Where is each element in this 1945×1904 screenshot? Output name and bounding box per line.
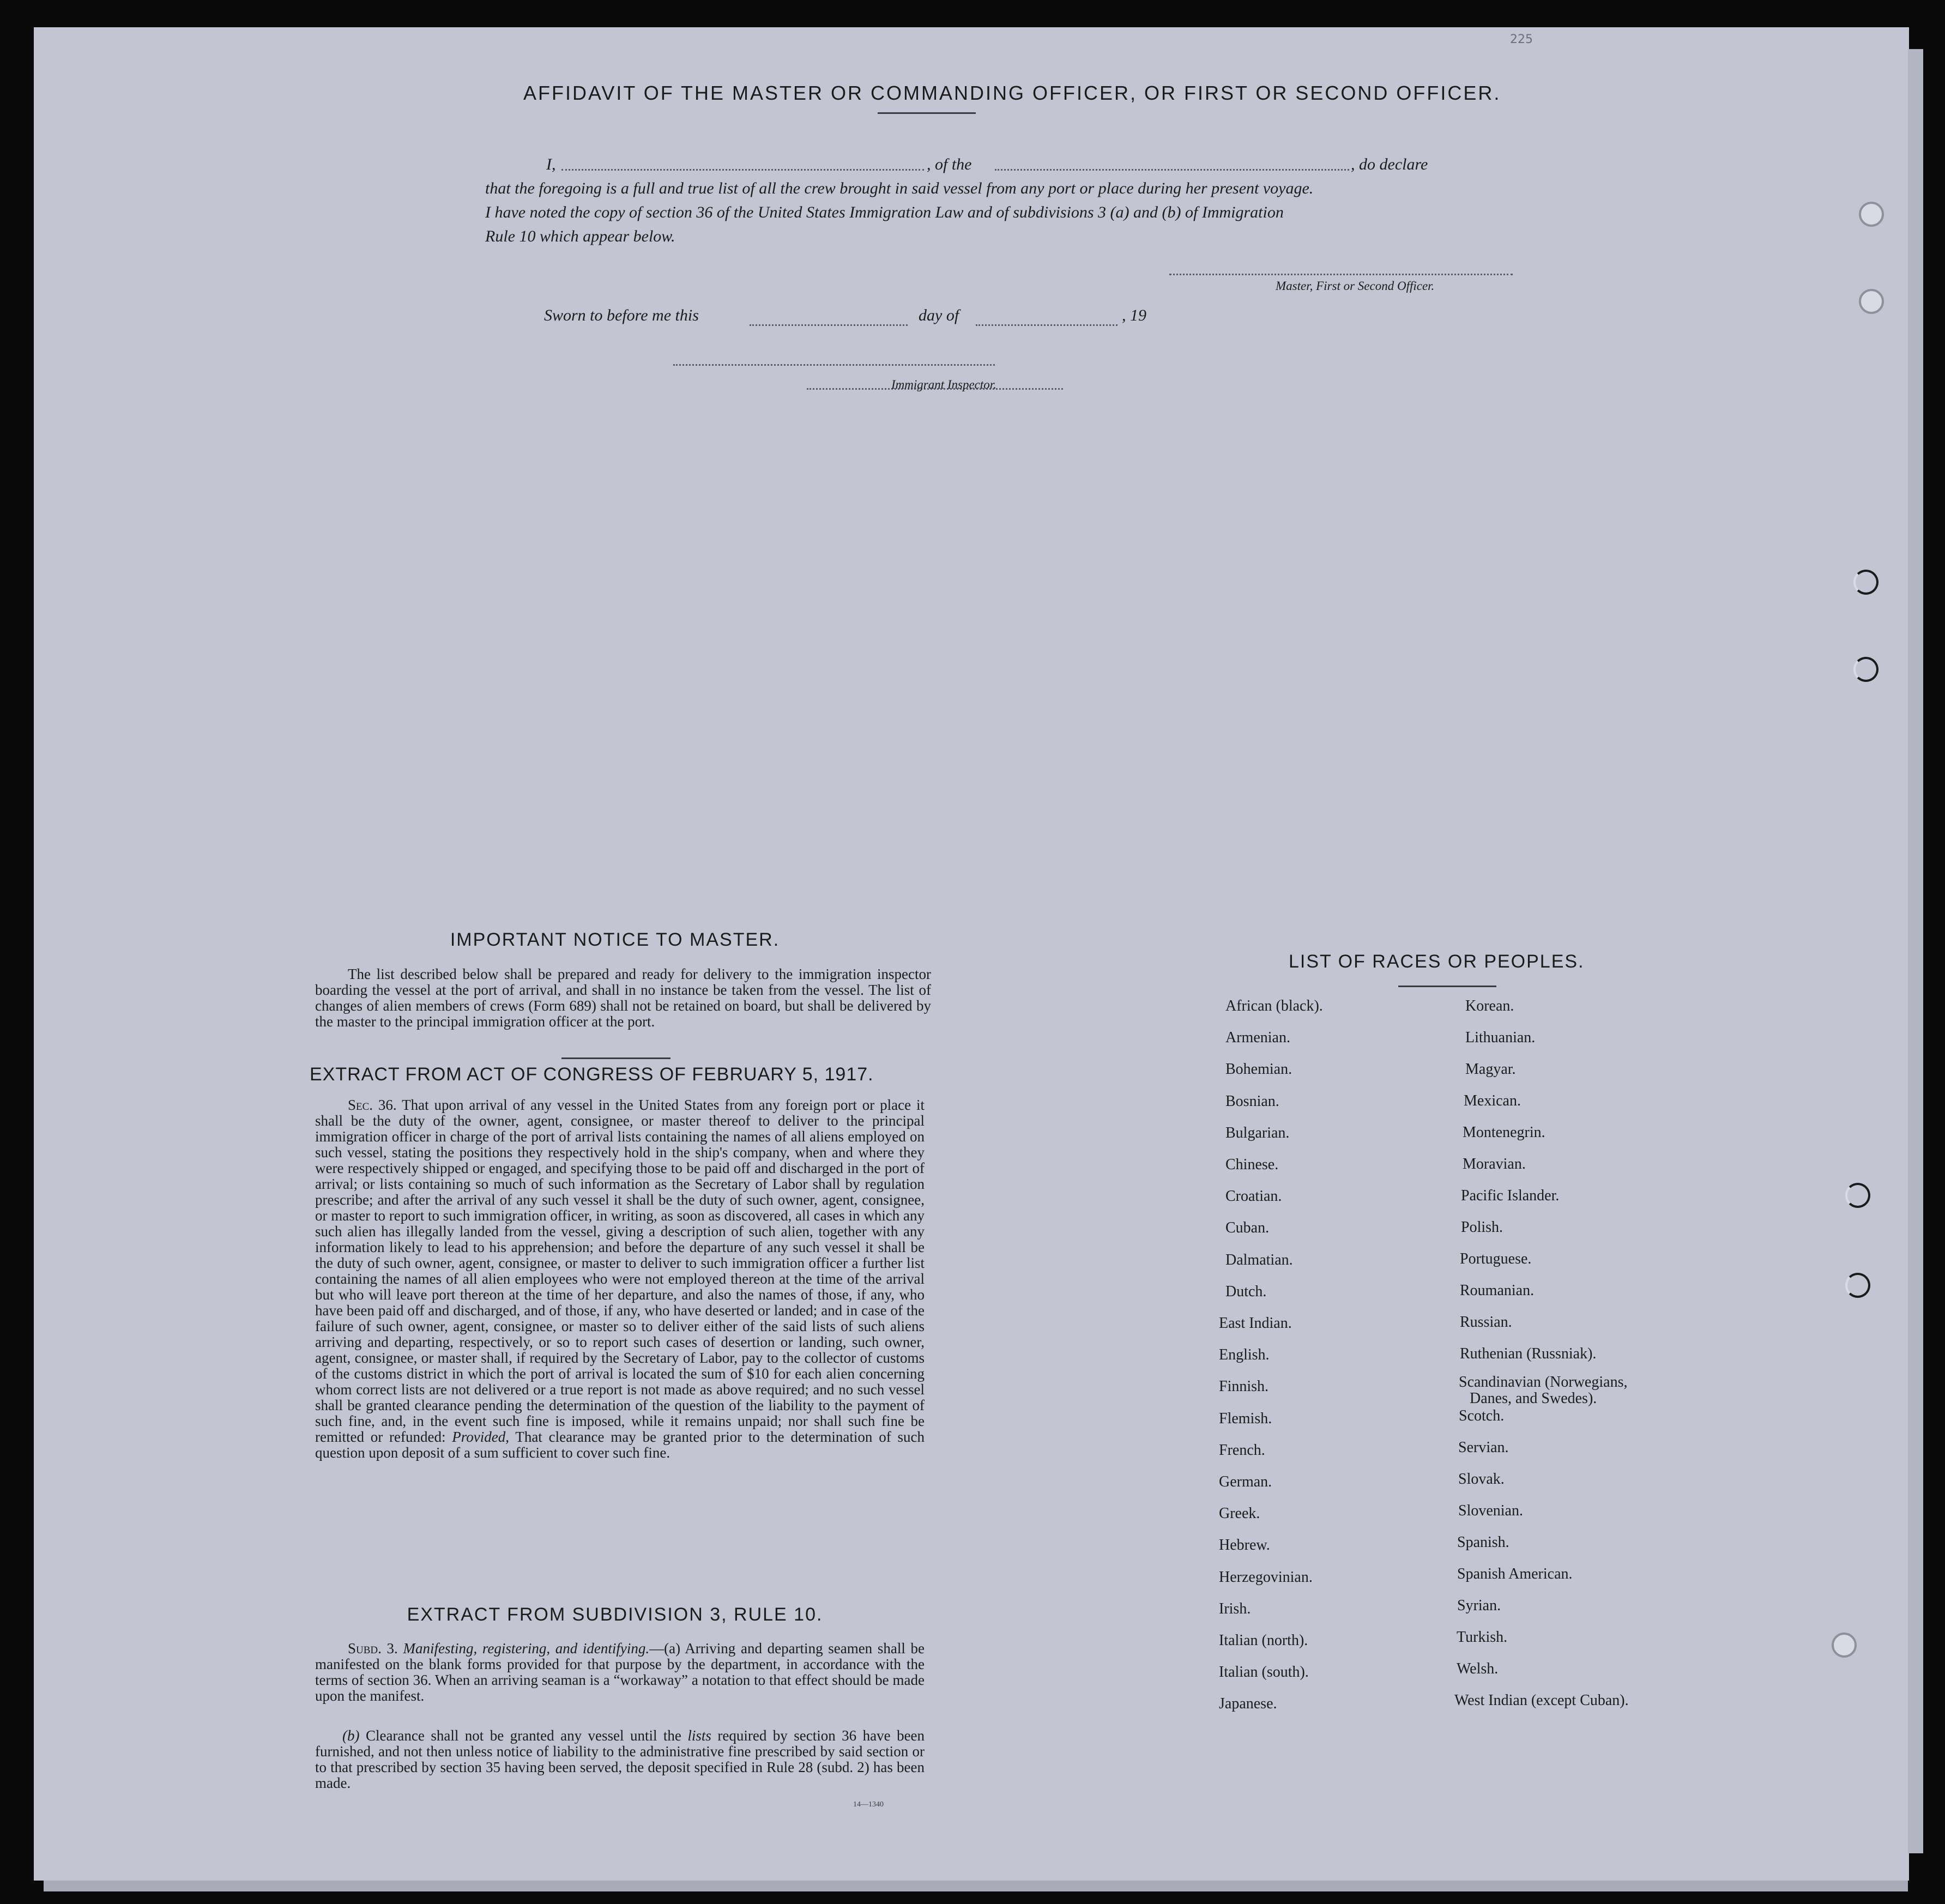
punch-hole: [1859, 289, 1884, 314]
race-item: Ruthenian (Russniak).: [1460, 1345, 1597, 1362]
divider: [561, 1057, 671, 1059]
rule-subdivision-a: [315, 1641, 925, 1704]
vessel-name-field: [995, 158, 1349, 171]
punch-hole: [1845, 1273, 1870, 1298]
part-b-lists: lists: [687, 1727, 711, 1744]
sworn-text: Sworn to before me this: [544, 306, 699, 324]
races-title: LIST OF RACES OR PEOPLES.: [1289, 951, 1585, 972]
race-item: Slovenian.: [1458, 1502, 1523, 1519]
race-item: Danes, and Swedes).: [1470, 1390, 1597, 1407]
race-item: Japanese.: [1219, 1695, 1277, 1713]
race-item: Armenian.: [1225, 1029, 1290, 1047]
race-item: English.: [1219, 1346, 1270, 1364]
race-item: Finnish.: [1219, 1378, 1269, 1395]
race-item: Dutch.: [1225, 1283, 1267, 1300]
race-item: Montenegrin.: [1463, 1124, 1545, 1141]
sworn-year: , 19: [1122, 306, 1146, 324]
affidavit-i: I,: [546, 155, 556, 173]
race-item: Herzegovinian.: [1219, 1568, 1313, 1586]
section-body-end: That clearance may be granted prior to the determination of such question upon deposit of a sum sufficient to cover such fine.: [315, 1429, 925, 1461]
race-item: Moravian.: [1463, 1156, 1526, 1172]
race-item: Bosnian.: [1225, 1092, 1279, 1110]
race-item: Greek.: [1219, 1505, 1260, 1522]
punch-hole: [1853, 657, 1878, 682]
race-item: Polish.: [1461, 1219, 1503, 1236]
document-page: [34, 27, 1909, 1881]
race-item: Italian (south).: [1219, 1664, 1309, 1681]
subd-label: Subd. 3.: [348, 1640, 398, 1657]
race-item: Irish.: [1219, 1600, 1251, 1617]
race-item: Hebrew.: [1219, 1537, 1270, 1554]
race-item: Syrian.: [1457, 1597, 1501, 1614]
race-item: Cuban.: [1225, 1219, 1270, 1237]
notice-body: The list described below shall be prepared and ready for delivery to the immigration inspector boarding the vessel at the port of arrival, and shall in no instance be taken from the vessel. The list of changes of alien members of crews (Form 689) shall not be retained on board, but shall be delivered by the master to the principal immigration officer at the port.: [315, 966, 931, 1030]
race-item: Spanish American.: [1457, 1565, 1573, 1582]
race-item: Slovak.: [1458, 1471, 1505, 1488]
page-edge-bottom: [44, 1881, 1908, 1891]
affidavit-line-2: that the foregoing is a full and true list of all the crew brought in said vessel from any port or place during her present voyage.: [485, 179, 1314, 197]
race-item: Croatian.: [1225, 1188, 1282, 1205]
race-item: West Indian (except Cuban).: [1454, 1692, 1629, 1709]
race-item: Pacific Islander.: [1461, 1187, 1560, 1204]
race-item: Mexican.: [1464, 1092, 1521, 1109]
race-item: Servian.: [1458, 1439, 1509, 1456]
race-item: Magyar.: [1465, 1061, 1516, 1078]
race-item: African (black).: [1225, 998, 1323, 1014]
punch-hole: [1859, 202, 1884, 227]
affidavit-line-3: I have noted the copy of section 36 of the United States Immigration Law and of subdivisions 3 (a) and (b) of Immigration: [485, 203, 1284, 221]
inspector-label: Immigrant Inspector.: [891, 378, 996, 391]
divider: [1398, 986, 1496, 987]
section-body: That upon arrival of any vessel in the United States from any foreign port or place it shall be the duty of the owner, agent, consignee, or master thereof to deliver to the principal immigration officer in charge of the port of arrival lists containing the names of all aliens employed on such vessel, stating the positions they respectively hold in the ship's company, when and where they were respectively shipped or engaged, and specifying those to be paid off and discharged in the port of arrival; or lists containing so much of such information as the Secretary of Labor shall by regulation prescribe; and after the arrival of any such vessel it shall be the duty of such owner, agent, consignee, or master to report to such immigration officer, in writing, as soon as discovered, all cases in which any such alien has illegally landed from the vessel, giving a description of such alien, together with any information likely to lead to his apprehension; and before the departure of any such vessel it shall be the duty of such owner, agent, consignee, or master to deliver to such immigration officer a further list containing the names of all alien employees who were not employed thereon at the time of the arrival but who will leave port thereon at the time of her departure, and also the names of those, if any, who have been paid off and discharged, and of those, if any, who have deserted or landed; and in case of the failure of such owner, agent, consignee, or master so to deliver either of the said lists of such aliens arriving and departing, respectively, or so to report such cases of desertion or landing, such owner, agent, consignee, or master shall, if required by the Secretary of Labor, pay to the collector of customs of the customs district in which the port of arrival is located the sum of $10 for each alien concerning whom correct lists are not delivered or a true report is not made as above required; and no such vessel shall be granted clearance pending the determination of the question of the liability to the payment of such fine, and, in the event such fine is imposed, while it remains unpaid; nor shall such fine be remitted or refunded:: [315, 1097, 925, 1445]
race-item: Roumanian.: [1460, 1282, 1535, 1299]
race-item: Bulgarian.: [1225, 1124, 1290, 1141]
race-item: Flemish.: [1219, 1410, 1272, 1427]
signature-label: Master, First or Second Officer.: [1276, 279, 1435, 293]
sworn-month-field: [976, 324, 1118, 326]
page-edge: [1908, 49, 1923, 1853]
affidavit-line-4: Rule 10 which appear below.: [485, 227, 675, 245]
affidavit-declaration: [485, 153, 1515, 249]
provided-keyword: Provided,: [452, 1429, 510, 1445]
race-item: Spanish.: [1457, 1534, 1509, 1551]
punch-hole: [1853, 570, 1878, 595]
subd-part-a: —(a) Arriving and departing seamen shall be manifested on the blank forms provided for that purpose by the department, in accordance with the terms of section 36. When an arriving seaman is a “workaway” a notation to that effect should be made upon the manifest.: [315, 1640, 925, 1704]
inspector-signature-line: [673, 364, 995, 366]
race-item: Italian (north).: [1219, 1632, 1308, 1649]
affidavit-do-declare: , do declare: [1351, 155, 1428, 173]
punch-hole: [1832, 1633, 1857, 1658]
affidavit-of-the: , of the: [927, 155, 972, 173]
race-item: Korean.: [1465, 998, 1514, 1014]
race-item: Portuguese.: [1460, 1250, 1532, 1267]
rule-title: EXTRACT FROM SUBDIVISION 3, RULE 10.: [407, 1604, 823, 1625]
race-item: Dalmatian.: [1225, 1251, 1293, 1268]
print-code: 14—1340: [853, 1800, 884, 1809]
race-item: German.: [1219, 1473, 1272, 1490]
master-name-field: [561, 158, 924, 171]
part-b-text: Clearance shall not be granted any vessel until the: [365, 1727, 681, 1744]
sworn-day-field: [750, 324, 908, 326]
subd-heading: Manifesting, registering, and identifying.: [403, 1640, 650, 1657]
race-item: East Indian.: [1219, 1315, 1292, 1332]
race-item: Bohemian.: [1225, 1061, 1292, 1078]
race-item: Lithuanian.: [1465, 1029, 1536, 1046]
notice-title: IMPORTANT NOTICE TO MASTER.: [450, 929, 780, 950]
divider: [878, 112, 976, 114]
punch-hole: [1845, 1183, 1870, 1208]
part-b-label: (b): [342, 1727, 360, 1744]
race-item: French.: [1219, 1441, 1265, 1459]
rule-subdivision-b: [315, 1728, 925, 1791]
part-b-text-2: required by section 36 have been furnished, and not then unless notice of liability to the administrative fine prescribed by said section or to that prescribed by section 35 having been served, the deposit specified in Rule 28 (subd. 2) has been made.: [315, 1727, 925, 1791]
race-item: Chinese.: [1225, 1156, 1279, 1173]
section-label: Sec. 36.: [348, 1097, 397, 1113]
race-item: Turkish.: [1457, 1629, 1508, 1646]
act-title: EXTRACT FROM ACT OF CONGRESS OF FEBRUARY 5, 1917.: [310, 1064, 874, 1085]
signature-line: [1169, 274, 1513, 275]
day-of-text: day of: [919, 306, 959, 324]
race-item: Scandinavian (Norwegians,: [1459, 1374, 1628, 1391]
race-item: Welsh.: [1457, 1660, 1499, 1677]
race-item: Russian.: [1460, 1314, 1512, 1331]
act-section-36: [315, 1097, 925, 1461]
affidavit-title: AFFIDAVIT OF THE MASTER OR COMMANDING OFFICER, OR FIRST OR SECOND OFFICER.: [523, 82, 1501, 104]
page-number: 225: [1510, 33, 1533, 46]
race-item: Scotch.: [1459, 1407, 1505, 1424]
